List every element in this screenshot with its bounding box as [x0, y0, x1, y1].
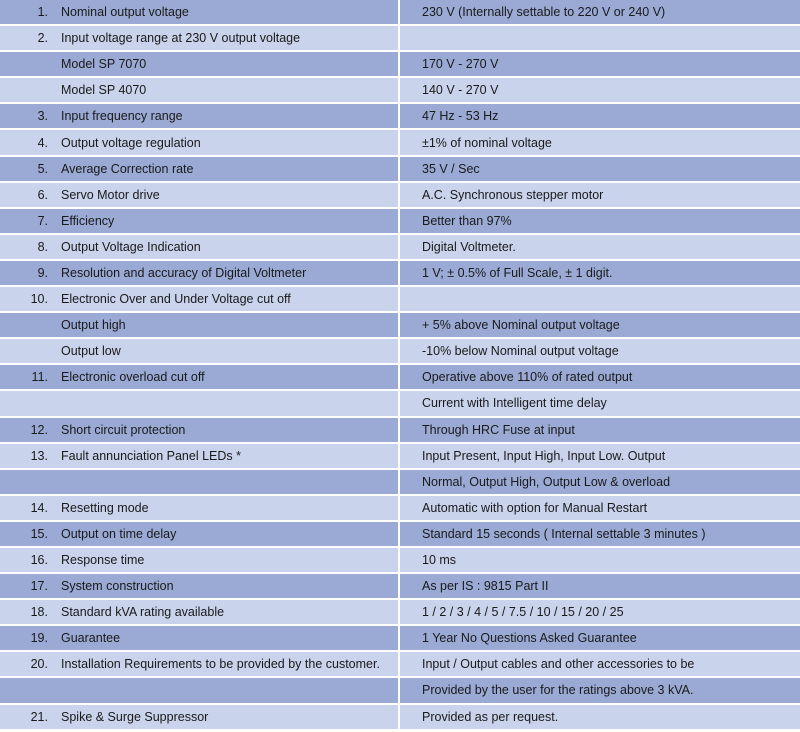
item-number — [0, 31, 48, 45]
item-number — [0, 83, 48, 97]
item-number — [0, 475, 48, 489]
parameter-label: Efficiency — [61, 213, 115, 228]
parameter-cell — [0, 522, 400, 546]
parameter-cell — [0, 600, 400, 624]
parameter-label: Spike & Surge Suppressor — [61, 709, 209, 724]
item-number-text: 10. — [30, 292, 48, 307]
item-number — [0, 344, 48, 358]
value-cell: Standard 15 seconds ( Internal settable 3 minutes ) — [422, 526, 706, 541]
value-cell: 47 Hz - 53 Hz — [422, 109, 499, 124]
value-cell: 35 V / Sec — [422, 161, 480, 176]
value-cell: 1 Year No Questions Asked Guarantee — [422, 631, 637, 646]
parameter-cell — [0, 339, 400, 363]
parameter-label: Output Voltage Indication — [61, 239, 201, 254]
value-cell: Through HRC Fuse at input — [422, 422, 575, 437]
parameter-cell — [0, 287, 400, 311]
value-cell: 140 V - 270 V — [422, 83, 499, 98]
item-number — [0, 109, 48, 123]
table-row — [0, 418, 800, 444]
parameter-cell — [0, 261, 400, 285]
item-number-text: 5. — [37, 161, 48, 176]
item-number — [0, 579, 48, 593]
item-number — [0, 136, 48, 150]
item-number — [0, 631, 48, 645]
item-number — [0, 710, 48, 724]
table-row — [0, 470, 800, 496]
item-number — [0, 370, 48, 384]
parameter-cell — [0, 678, 400, 702]
item-number-text: 11. — [31, 370, 48, 385]
parameter-label: Output voltage regulation — [61, 135, 201, 150]
item-number — [0, 188, 48, 202]
item-number — [0, 605, 48, 619]
parameter-label: Average Correction rate — [61, 161, 194, 176]
table-row — [0, 548, 800, 574]
parameter-cell — [0, 548, 400, 572]
value-cell: Input / Output cables and other accessories to be — [422, 657, 695, 672]
item-number-text: 3. — [37, 109, 48, 124]
parameter-cell — [0, 652, 400, 676]
parameter-cell — [0, 209, 400, 233]
item-number-text: 6. — [37, 187, 48, 202]
item-number — [0, 449, 48, 463]
table-row — [0, 157, 800, 183]
parameter-cell — [0, 574, 400, 598]
item-number — [0, 423, 48, 437]
parameter-cell — [0, 52, 400, 76]
parameter-label: Nominal output voltage — [61, 5, 189, 20]
item-number-text: 1. — [37, 5, 48, 20]
item-number-text: 14. — [30, 500, 48, 515]
value-cell: Digital Voltmeter. — [422, 239, 516, 254]
parameter-cell — [0, 313, 400, 337]
table-row — [0, 52, 800, 78]
item-number-text: 9. — [37, 265, 48, 280]
parameter-label: System construction — [61, 579, 174, 594]
parameter-cell — [0, 626, 400, 650]
parameter-cell — [0, 130, 400, 154]
item-number-text: 17. — [30, 579, 48, 594]
value-cell: ±1% of nominal voltage — [422, 135, 552, 150]
item-number — [0, 57, 48, 71]
value-cell: Normal, Output High, Output Low & overload — [422, 474, 671, 489]
item-number — [0, 292, 48, 306]
value-cell: 1 / 2 / 3 / 4 / 5 / 7.5 / 10 / 15 / 20 / 25 — [422, 605, 624, 620]
table-row — [0, 496, 800, 522]
value-cell: Better than 97% — [422, 213, 512, 228]
value-cell: -10% below Nominal output voltage — [422, 344, 619, 359]
item-number — [0, 266, 48, 280]
item-number-text: 13. — [30, 448, 48, 463]
value-cell: A.C. Synchronous stepper motor — [422, 187, 604, 202]
parameter-label: Output on time delay — [61, 526, 177, 541]
item-number — [0, 527, 48, 541]
table-row — [0, 287, 800, 313]
table-row — [0, 104, 800, 130]
parameter-label: Resetting mode — [61, 500, 149, 515]
parameter-cell — [0, 0, 400, 24]
parameter-label: Fault annunciation Panel LEDs * — [61, 448, 241, 463]
parameter-label: Model SP 4070 — [61, 83, 147, 98]
item-number-text: 16. — [30, 553, 48, 568]
parameter-label: Model SP 7070 — [61, 57, 147, 72]
value-cell: + 5% above Nominal output voltage — [422, 318, 620, 333]
item-number-text: 18. — [30, 605, 48, 620]
parameter-label: Servo Motor drive — [61, 187, 160, 202]
parameter-label: Short circuit protection — [61, 422, 186, 437]
table-row — [0, 391, 800, 417]
parameter-cell — [0, 444, 400, 468]
parameter-cell — [0, 235, 400, 259]
item-number-text: 8. — [37, 239, 48, 254]
table-row — [0, 235, 800, 261]
parameter-label: Installation Requirements to be provided by the customer. — [61, 657, 380, 672]
item-number-text: 2. — [37, 31, 48, 46]
table-row — [0, 600, 800, 626]
item-number — [0, 5, 48, 19]
table-row — [0, 574, 800, 600]
item-number — [0, 318, 48, 332]
item-number — [0, 240, 48, 254]
parameter-cell — [0, 470, 400, 494]
table-row — [0, 183, 800, 209]
value-cell: Provided by the user for the ratings above 3 kVA. — [422, 683, 694, 698]
table-row — [0, 261, 800, 287]
parameter-label: Input frequency range — [61, 109, 183, 124]
value-cell: Current with Intelligent time delay — [422, 396, 607, 411]
parameter-cell — [0, 157, 400, 181]
parameter-label: Output low — [61, 344, 121, 359]
parameter-cell — [0, 496, 400, 520]
item-number-text: 15. — [30, 526, 48, 541]
parameter-cell — [0, 26, 400, 50]
item-number-text: 4. — [37, 135, 48, 150]
parameter-cell — [0, 78, 400, 102]
parameter-label: Standard kVA rating available — [61, 605, 225, 620]
item-number-text: 20. — [30, 657, 48, 672]
value-cell: 1 V; ± 0.5% of Full Scale, ± 1 digit. — [422, 265, 613, 280]
table-row — [0, 26, 800, 52]
table-row — [0, 626, 800, 652]
table-row — [0, 339, 800, 365]
item-number — [0, 553, 48, 567]
parameter-label: Resolution and accuracy of Digital Voltmeter — [61, 265, 307, 280]
parameter-cell — [0, 418, 400, 442]
value-cell: Provided as per request. — [422, 709, 559, 724]
parameter-label: Input voltage range at 230 V output voltage — [61, 31, 301, 46]
parameter-label: Electronic Over and Under Voltage cut off — [61, 292, 291, 307]
table-row — [0, 130, 800, 156]
item-number — [0, 214, 48, 228]
item-number — [0, 657, 48, 671]
table-row — [0, 365, 800, 391]
parameter-label: Response time — [61, 553, 145, 568]
value-cell: Operative above 110% of rated output — [422, 370, 633, 385]
table-row — [0, 652, 800, 678]
parameter-cell — [0, 391, 400, 415]
item-number-text: 12. — [30, 422, 48, 437]
item-number — [0, 162, 48, 176]
item-number — [0, 396, 48, 410]
item-number — [0, 683, 48, 697]
parameter-label: Guarantee — [61, 631, 121, 646]
table-row — [0, 678, 800, 704]
parameter-cell — [0, 104, 400, 128]
parameter-cell — [0, 365, 400, 389]
parameter-label: Output high — [61, 318, 126, 333]
item-number-text: 21. — [30, 709, 48, 724]
table-row — [0, 209, 800, 235]
parameter-cell — [0, 183, 400, 207]
value-cell: 10 ms — [422, 553, 457, 568]
parameter-cell — [0, 705, 400, 729]
value-cell: 230 V (Internally settable to 220 V or 240 V) — [422, 5, 666, 20]
table-row — [0, 705, 800, 731]
item-number-text: 19. — [30, 631, 48, 646]
value-cell: 170 V - 270 V — [422, 57, 499, 72]
value-cell: Input Present, Input High, Input Low. Output — [422, 448, 666, 463]
table-row — [0, 78, 800, 104]
value-cell: As per IS : 9815 Part II — [422, 579, 549, 594]
parameter-label: Electronic overload cut off — [61, 370, 205, 385]
table-row — [0, 522, 800, 548]
item-number — [0, 501, 48, 515]
table-row — [0, 0, 800, 26]
table-row — [0, 444, 800, 470]
item-number-text: 7. — [37, 213, 48, 228]
value-cell: Automatic with option for Manual Restart — [422, 500, 648, 515]
table-row — [0, 313, 800, 339]
